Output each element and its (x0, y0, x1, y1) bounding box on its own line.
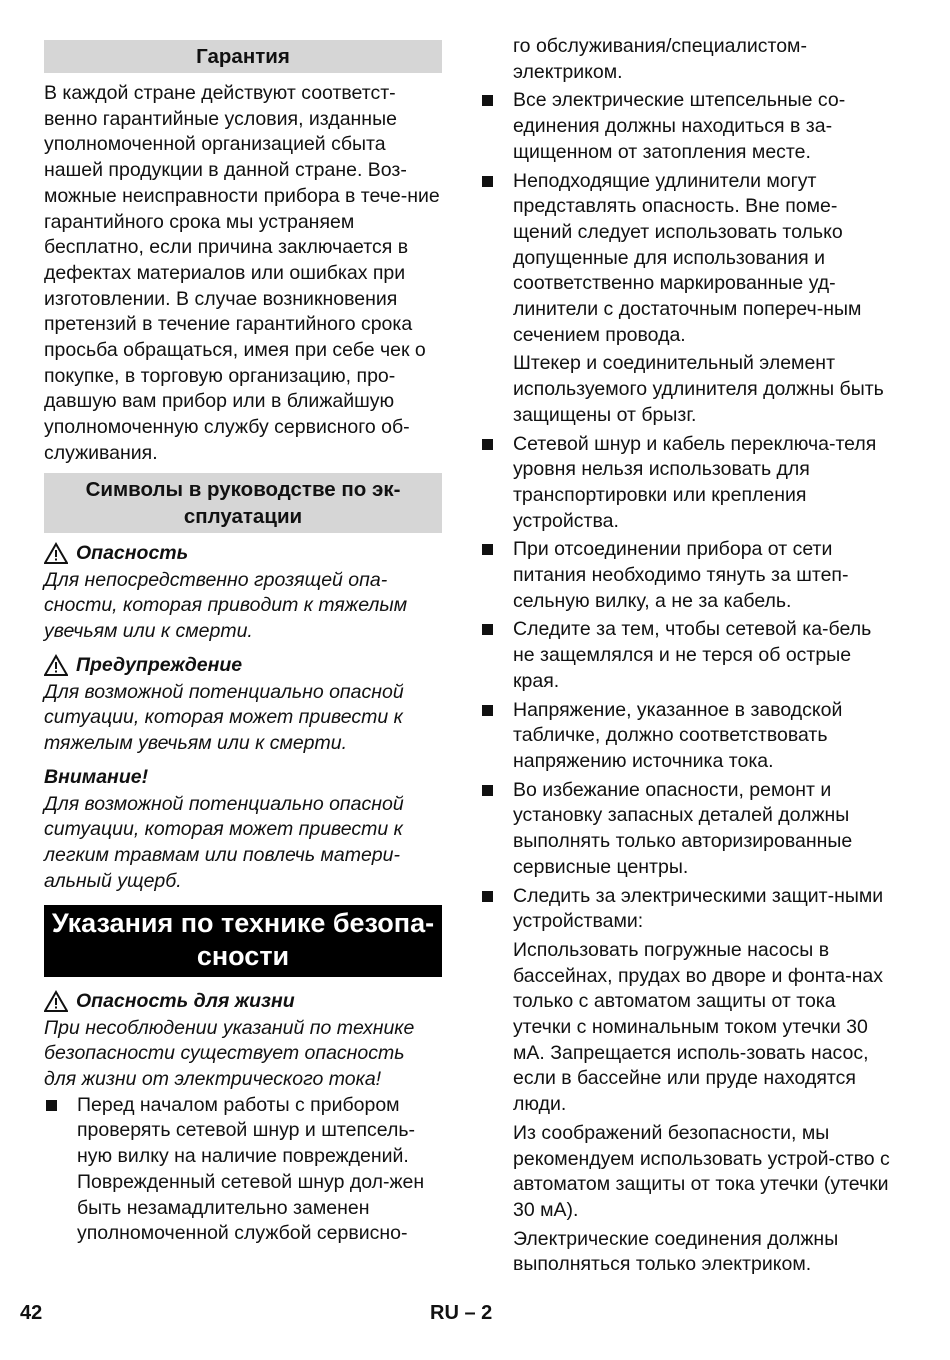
right-column (480, 34, 890, 1281)
bullet-text: Сетевой шнур и кабель переключа-теля уровня нельзя использовать для транспортировки или крепления устройства. (513, 432, 877, 532)
electrician-note: Электрические соединения должны выполняться только электриком. (513, 1227, 839, 1276)
bullet-text: Напряжение, указанное в заводской табличке, должно соответствовать напряжению источника тока. (513, 698, 843, 772)
bullet-text: При отсоединении прибора от сети питания необходимо тянуть за штеп-сельную вилку, а не за кабель. (513, 538, 849, 612)
life-danger-title-row (44, 989, 442, 1014)
page-number: 42 (20, 1302, 43, 1324)
caution-text: Для возможной потенциально опасной ситуации, которая может привести к легким травмам или повлечь матери-альный ущерб. (44, 792, 404, 892)
square-bullet-icon (46, 1100, 57, 1111)
pool-note: Использовать погружные насосы в бассейнах, прудах во дворе и фонта-нах только с автоматом защиты от тока утечки с номинальным током утечки 30 мА. Запрещается исполь-зовать насос, если в бассейне или пруде находятся люди. (513, 938, 883, 1116)
warning-title-row (44, 653, 442, 678)
bullet-text: Во избежание опасности, ремонт и установку запасных деталей должны выполнять только авторизированные сервисные центры. (513, 778, 853, 878)
square-bullet-icon (482, 891, 493, 902)
life-danger-title: Опасность для жизни (76, 989, 295, 1012)
warning-triangle-icon (44, 990, 68, 1012)
list-item (44, 1093, 442, 1247)
section-label: RU – 2 (430, 1302, 493, 1324)
square-bullet-icon (482, 705, 493, 716)
danger-title: Опасность (76, 541, 189, 564)
continuation-text: го обслуживания/специалистом-электриком. (513, 35, 807, 83)
square-bullet-icon (482, 785, 493, 796)
caution-title: Внимание! (44, 765, 149, 788)
warning-text: Для возможной потенциально опасной ситуации, которая может привести к тяжелым увечьям или к смерти. (44, 680, 404, 755)
list-item (480, 698, 890, 775)
square-bullet-icon (482, 95, 493, 106)
life-danger-text: При несоблюдении указаний по технике безопасности существует опасность для жизни от электрического тока! (44, 1016, 415, 1090)
bullet-text: Все электрические штепсельные со-единения должны находиться в за-щищенном от затопления месте. (513, 89, 846, 163)
list-item (480, 617, 890, 694)
list-item (480, 88, 890, 165)
warning-triangle-icon (44, 542, 68, 564)
danger-text: Для непосредственно грозящей опа-сности, которая приводит к тяжелым увечьям или к смерти. (44, 568, 408, 642)
bullet-text: Следить за электрическими защит-ными устройствами: (513, 884, 884, 933)
danger-title-row (44, 541, 442, 566)
safety-note: Из соображений безопасности, мы рекомендуем использовать устрой-ство с автоматом защиты от тока утечки (утечки 30 мА). (513, 1121, 890, 1221)
list-item (480, 778, 890, 881)
list-item (480, 169, 890, 349)
extension-note: Штекер и соединительный элемент используемого удлинителя должны быть защищены от брызг. (513, 352, 884, 426)
left-column (44, 34, 442, 1250)
square-bullet-icon (482, 544, 493, 555)
list-item (480, 432, 890, 535)
square-bullet-icon (482, 439, 493, 450)
list-item (480, 884, 890, 935)
warranty-heading: Гарантия (44, 40, 442, 73)
warning-title: Предупреждение (76, 653, 243, 676)
bullet-text: Неподходящие удлинители могут представлять опасность. Вне поме-щений следует использовать только допущенные для использования и соответственно маркированные уд-линители с достаточным попереч-ным сечением провода. (513, 169, 862, 346)
list-item (480, 537, 890, 614)
bullet-text: Следите за тем, чтобы сетевой ка-бель не защемлялся и не терся об острые края. (513, 618, 872, 692)
safety-heading: Указания по технике безопа-сности (44, 905, 442, 977)
warning-triangle-icon (44, 654, 68, 676)
symbols-heading: Символы в руководстве по эк-сплуатации (44, 473, 442, 533)
warranty-text: В каждой стране действуют соответст-венно гарантийные условия, изданные уполномоченной организацией сбыта нашей продукции в данной стране. Воз-можные неисправности прибора в тече-ние гарантийного срока мы устраняем бесплатно, если причина заключается в дефектах материалов или ошибках при изготовлении. В случае возникновения претензий в течение гарантийного срока просьба обращаться, имея при себе чек о покупке, в торговую организацию, про-давшую вам прибор или в ближайшую уполномоченную службу сервисного об-служивания. (44, 82, 440, 464)
square-bullet-icon (482, 176, 493, 187)
bullet-text: Перед началом работы с прибором проверять сетевой шнур и штепсель-ную вилку на наличие повреждений. Поврежденный сетевой шнур дол-жен быть незамадлительно заменен уполномоченной службой сервисно- (77, 1093, 425, 1245)
square-bullet-icon (482, 624, 493, 635)
